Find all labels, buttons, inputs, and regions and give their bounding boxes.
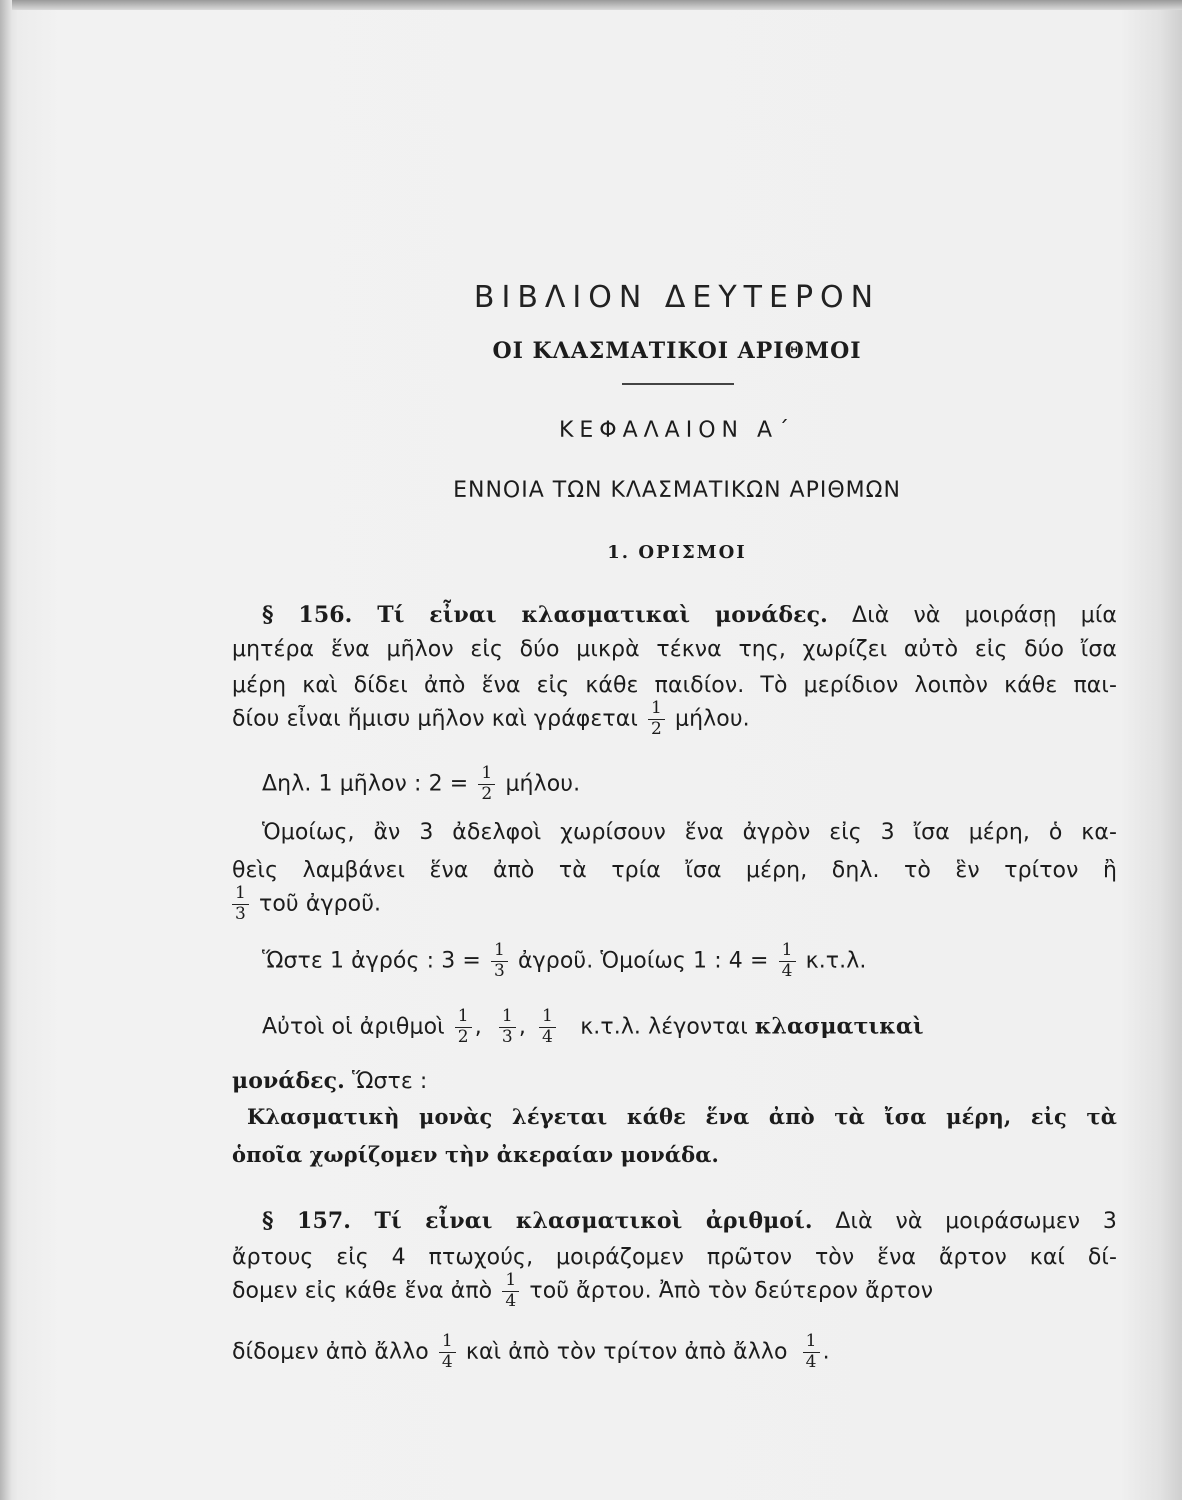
para-156-line-1: § 156. Τί εἶναι κλασματικαὶ μονάδες. Διὰ νὰ μοιράσῃ μία	[262, 602, 1118, 628]
para-156-line-3: μέρη καὶ δίδει ἀπὸ ἕνα εἰς κάθε παιδίον. Τὸ μερίδιον λοιπὸν κάθε παι-	[232, 673, 1117, 698]
title-divider	[622, 383, 734, 385]
equation-field: Ὥστε 1 ἀγρός : 3 = $\frac{1}{3}$ ἀγροῦ. Ὁμοίως 1 : 4 = $\frac{1}{4}$ κ.τ.λ.	[262, 940, 867, 981]
chapter-title: ΕΝΝΟΙΑ ΤΩΝ ΚΛΑΣΜΑΤΙΚΩΝ ΑΡΙΘΜΩΝ	[453, 478, 901, 503]
fraction-one-quarter: $\frac{1}{4}$	[779, 942, 796, 981]
section-title: 1. ΟΡΙΣΜΟΙ	[607, 542, 747, 563]
definition-line-1: Κλασματικὴ μονὰς λέγεται κάθε ἕνα ἀπὸ τὰ ἴσα μέρη, εἰς τὰ	[247, 1104, 1117, 1129]
units-line: Αὐτοὶ οἱ ἀριθμοὶ $\frac{1}{2}$ , $\frac{1}{3}$ , $\frac{1}{4}$ κ.τ.λ. λέγονται κλασματικαὶ	[262, 1006, 924, 1047]
definition-line-2: ὁποῖα χωρίζομεν τὴν ἀκεραίαν μονάδα.	[232, 1142, 719, 1167]
para-brothers-line-2: θεὶς λαμβάνει ἕνα ἀπὸ τὰ τρία ἴσα μέρη, δηλ. τὸ ἓν τρίτον ἢ	[232, 858, 1117, 883]
fraction-one-half: $\frac{1}{2}$	[478, 765, 495, 804]
para-157-line-3: δομεν εἰς κάθε ἕνα ἀπὸ $\frac{1}{4}$ τοῦ ἄρτου. Ἀπὸ τὸν δεύτερον ἄρτον	[232, 1270, 934, 1311]
para-156-line-2: μητέρα ἕνα μῆλον εἰς δύο μικρὰ τέκνα της, χωρίζει αὐτὸ εἰς δύο ἴσα	[232, 637, 1117, 662]
units-line-2: μονάδες. Ὥστε :	[232, 1068, 428, 1094]
fraction-one-half: $\frac{1}{2}$	[455, 1008, 472, 1047]
term-fractional-units: κλασματικαὶ	[754, 1013, 924, 1040]
fraction-one-quarter: $\frac{1}{4}$	[803, 1333, 820, 1372]
para-157-heading: § 157. Τί εἶναι κλασματικοὶ ἀριθμοί.	[262, 1208, 813, 1234]
fraction-one-half: $\frac{1}{2}$	[648, 700, 665, 739]
para-157-line-1: § 157. Τί εἶναι κλασματικοὶ ἀριθμοί. Διὰ νὰ μοιράσωμεν 3	[262, 1208, 1117, 1234]
fraction-one-third: $\frac{1}{3}$	[491, 942, 508, 981]
part-title: ΟΙ ΚΛΑΣΜΑΤΙΚΟΙ ΑΡΙΘΜΟΙ	[492, 338, 862, 364]
para-156-line-4: δίου εἶναι ἥμισυ μῆλον καὶ γράφεται $\frac{1}{2}$ μήλου.	[232, 698, 750, 739]
para-brothers-line-3: $\frac{1}{3}$ τοῦ ἀγροῦ.	[232, 885, 1117, 924]
page-top-edge	[0, 0, 1182, 10]
fraction-one-quarter: $\frac{1}{4}$	[439, 1333, 456, 1372]
para-157-line-2: ἄρτους εἰς 4 πτωχούς, μοιράζομεν πρῶτον τὸν ἕνα ἄρτον καί δί-	[232, 1245, 1117, 1270]
para-156-heading: § 156. Τί εἶναι κλασματικαὶ μονάδες.	[262, 602, 828, 628]
fraction-one-quarter: $\frac{1}{4}$	[539, 1008, 556, 1047]
fraction-one-third: $\frac{1}{3}$	[232, 885, 249, 924]
fraction-one-quarter: $\frac{1}{4}$	[502, 1272, 519, 1311]
equation-apple: Δηλ. 1 μῆλον : 2 = $\frac{1}{2}$ μήλου.	[262, 763, 581, 804]
book-title: ΒΙΒΛΙΟΝ ΔΕΥΤΕΡΟΝ	[473, 280, 881, 315]
fraction-one-third: $\frac{1}{3}$	[499, 1008, 516, 1047]
page-left-edge	[0, 0, 12, 1500]
para-brothers-line-1: Ὁμοίως, ἂν 3 ἀδελφοὶ χωρίσουν ἕνα ἀγρὸν εἰς 3 ἴσα μέρη, ὁ κα-	[262, 820, 1117, 845]
chapter-heading: ΚΕΦΑΛΑΙΟΝ Α΄	[558, 418, 796, 443]
para-157-line-4: δίδομεν ἀπὸ ἄλλο $\frac{1}{4}$ καὶ ἀπὸ τὸν τρίτον ἀπὸ ἄλλο $\frac{1}{4}$ .	[232, 1331, 830, 1372]
